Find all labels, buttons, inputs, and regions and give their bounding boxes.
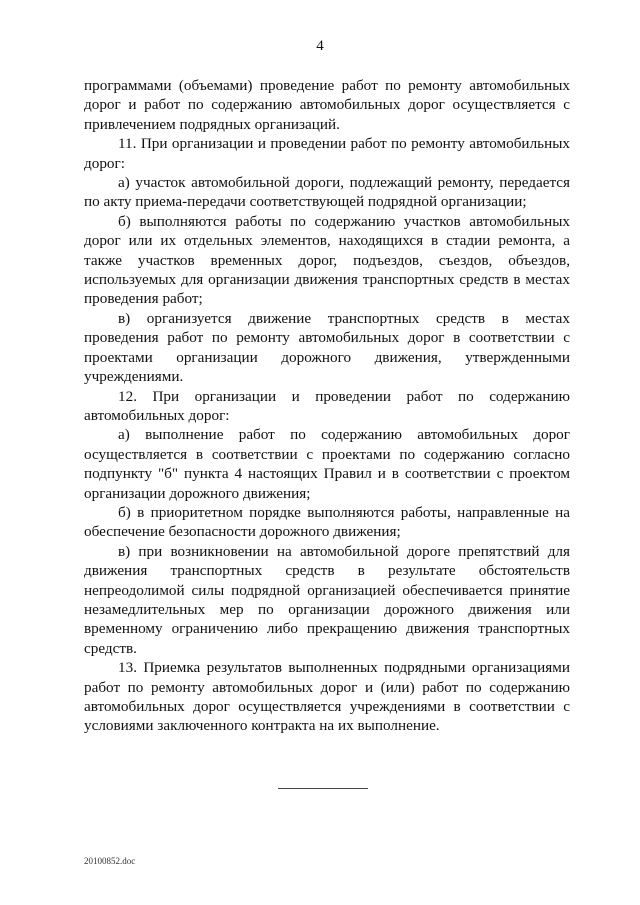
paragraph-item-11v: в) организуется движение транспортных средств в местах проведения работ по ремонту автомобильных дорог в соответствии с проектами организации дорожного движения, утвержденными учреждениями.: [84, 309, 570, 386]
paragraph-item-11: 11. При организации и проведении работ по ремонту автомобильных дорог:: [84, 135, 570, 172]
paragraph-item-11a: а) участок автомобильной дороги, подлежащий ремонту, передается по акту приема-передачи соответствующей подрядной организации;: [84, 174, 570, 211]
paragraph-item-12a: а) выполнение работ по содержанию автомобильных дорог осуществляется в соответствии с проектами по содержанию согласно подпункту "б" пункта 4 настоящих Правил и в соответствии с проектом организации дорожного движения;: [84, 426, 570, 502]
paragraph-item-13: 13. Приемка результатов выполненных подрядными организациями работ по ремонту автомобильных дорог и (или) работ по содержанию автомобильных дорог осуществляется учреждениями в соответствии с условиями заключенного контракта на их выполнение.: [84, 659, 570, 735]
paragraph-continuation: программами (объемами) проведение работ по ремонту автомобильных дорог и работ по содержанию автомобильных дорог осуществляется с привлечением подрядных организаций.: [84, 77, 570, 133]
paragraph-item-12b: б) в приоритетном порядке выполняются работы, направленные на обеспечение безопасности дорожного движения;: [84, 503, 570, 541]
paragraph-item-12v: в) при возникновении на автомобильной дороге препятствий для движения транспортных средств в результате обстоятельств непреодолимой силы подрядной организацией обеспечивается принятие незамедлительных мер по организации дорожного движения или временному ограничению либо прекращению движения транспортных средств.: [84, 542, 570, 657]
paragraph-item-11b: б) выполняются работы по содержанию участков автомобильных дорог или их отдельных элементов, находящихся в стадии ремонта, а также участков временных дорог, подъездов, съездов, объездов, используемых для организации движения транспортных средств в местах проведения работ;: [84, 212, 570, 308]
end-divider-line: [278, 788, 368, 789]
paragraph-item-12: 12. При организации и проведении работ по содержанию автомобильных дорог:: [84, 387, 570, 424]
document-body: [84, 76, 570, 736]
footer-document-code: 20100852.doc: [84, 856, 136, 866]
page-number: 4: [316, 38, 324, 54]
